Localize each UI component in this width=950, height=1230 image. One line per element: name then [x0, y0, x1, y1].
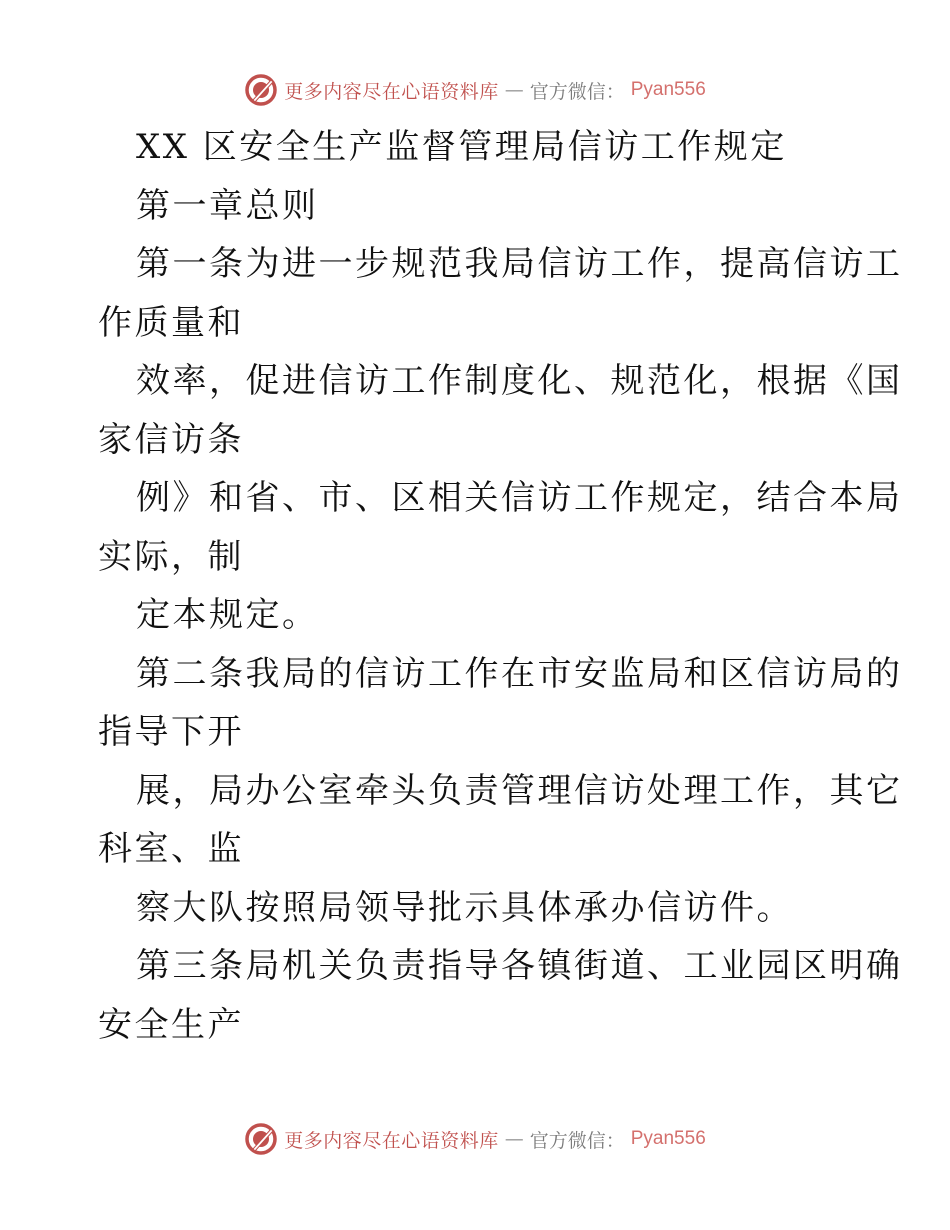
text-line: 第一章总则: [136, 185, 319, 226]
pen-logo-icon: [244, 1122, 278, 1156]
text-line: 第一条为进一步规范我局信访工作，提高信访工: [136, 244, 903, 284]
footer-watermark: [0, 1122, 950, 1156]
text-line: 效率，促进信访工作制度化、规范化，根据《国: [136, 361, 903, 401]
text-line: 科室、监: [98, 829, 244, 869]
text-line: 作质量和: [98, 302, 244, 343]
text-line: 指导下开: [98, 712, 244, 752]
pen-logo-icon: [244, 73, 278, 107]
text-line: 察大队按照局领导批示具体承办信访件。: [136, 887, 793, 928]
watermark-slogan: 更多内容尽在心语资料库: [284, 80, 499, 103]
text-line: 安全生产: [98, 1004, 244, 1045]
text-line: 定本规定。: [136, 595, 319, 635]
text-line: 第三条局机关负责指导各镇街道、工业园区明确: [136, 946, 903, 986]
text-line: 展，局办公室牵头负责管理信访处理工作，其它: [136, 770, 903, 811]
text-line: 实际，制: [98, 536, 244, 577]
watermark-wechat-id: Pyan556: [630, 79, 706, 100]
document-body: [98, 118, 903, 1054]
watermark-slogan: 更多内容尽在心语资料库: [284, 1129, 499, 1152]
watermark-separator: —: [504, 79, 524, 101]
document-title: XX 区安全生产监督管理局信访工作规定: [136, 127, 787, 167]
text-line: 第二条我局的信访工作在市安监局和区信访局的: [136, 653, 903, 694]
watermark-separator: —: [504, 1128, 524, 1150]
watermark-wechat-label: 官方微信：: [529, 1129, 625, 1152]
header-watermark: [0, 73, 950, 107]
text-line: 家信访条: [98, 419, 244, 460]
watermark-wechat-id: Pyan556: [630, 1128, 706, 1149]
watermark-wechat-label: 官方微信：: [529, 80, 625, 103]
text-line: 例》和省、市、区相关信访工作规定，结合本局: [136, 478, 903, 518]
